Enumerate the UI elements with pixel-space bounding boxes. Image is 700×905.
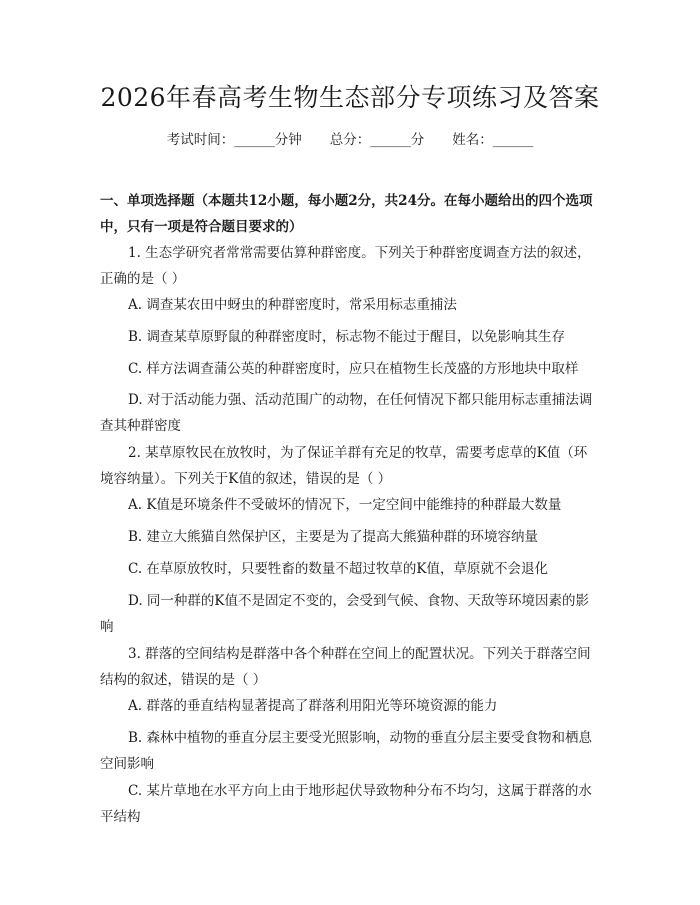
question-1-option-b: B. 调查某草原野鼠的种群密度时，标志物不能过于醒目，以免影响其生存 [128,329,566,345]
question-2-option-b: B. 建立大熊猫自然保护区，主要是为了提高大熊猫种群的环境容纳量 [128,529,539,545]
question-1-stem: 1. 生态学研究者常常需要估算种群密度。下列关于种群密度调查方法的叙述，正确的是（ ） [100,245,591,287]
question-3-option-a: A. 群落的垂直结构显著提高了群落利用阳光等环境资源的能力 [128,698,498,714]
question-2-option-d: D. 同一种群的K值不是固定不变的，会受到气候、食物、天敌等环境因素的影响 [100,593,590,635]
question-2-option-c: C. 在草原放牧时，只要牲畜的数量不超过牧草的K值，草原就不会退化 [128,561,549,577]
question-3-option-b: B. 森林中植物的垂直分层主要受光照影响，动物的垂直分层主要受食物和栖息空间影响 [100,730,593,772]
section-heading-single-choice: 一、单项选择题（本题共12小题，每小题2分，共24分。在每小题给出的四个选项中，只有一项是符合题目要求的） [100,193,593,235]
question-1-option-a: A. 调查某农田中蚜虫的种群密度时，常采用标志重捕法 [128,297,457,313]
exam-time-field: 考试时间：______分钟 [166,132,302,148]
total-score-field: 总分：______分 [329,132,425,148]
student-name-field: 姓名：______ [452,132,534,148]
question-3-stem: 3. 群落的空间结构是群落中各个种群在空间上的配置状况。下列关于群落空间结构的叙述，错误的是（ ） [100,646,591,688]
question-1-option-d: D. 对于活动能力强、活动范围广的动物，在任何情况下都只能用标志重捕法调查其种群密度 [100,392,593,434]
question-2-stem: 2. 某草原牧民在放牧时，为了保证羊群有充足的牧草，需要考虑草的K值（环境容纳量）。下列关于K值的叙述，错误的是（ ） [100,445,588,487]
exam-info-line [0,130,700,150]
page-title: 2026年春高考生物生态部分专项练习及答案 [100,83,600,112]
question-2-option-a: A. K值是环境条件不受破坏的情况下，一定空间中能维持的种群最大数量 [128,497,562,513]
question-3-option-c: C. 某片草地在水平方向上由于地形起伏导致物种分布不均匀，这属于群落的水平结构 [100,783,592,825]
question-1-option-c: C. 样方法调查蒲公英的种群密度时，应只在植物生长茂盛的方形地块中取样 [128,361,579,377]
